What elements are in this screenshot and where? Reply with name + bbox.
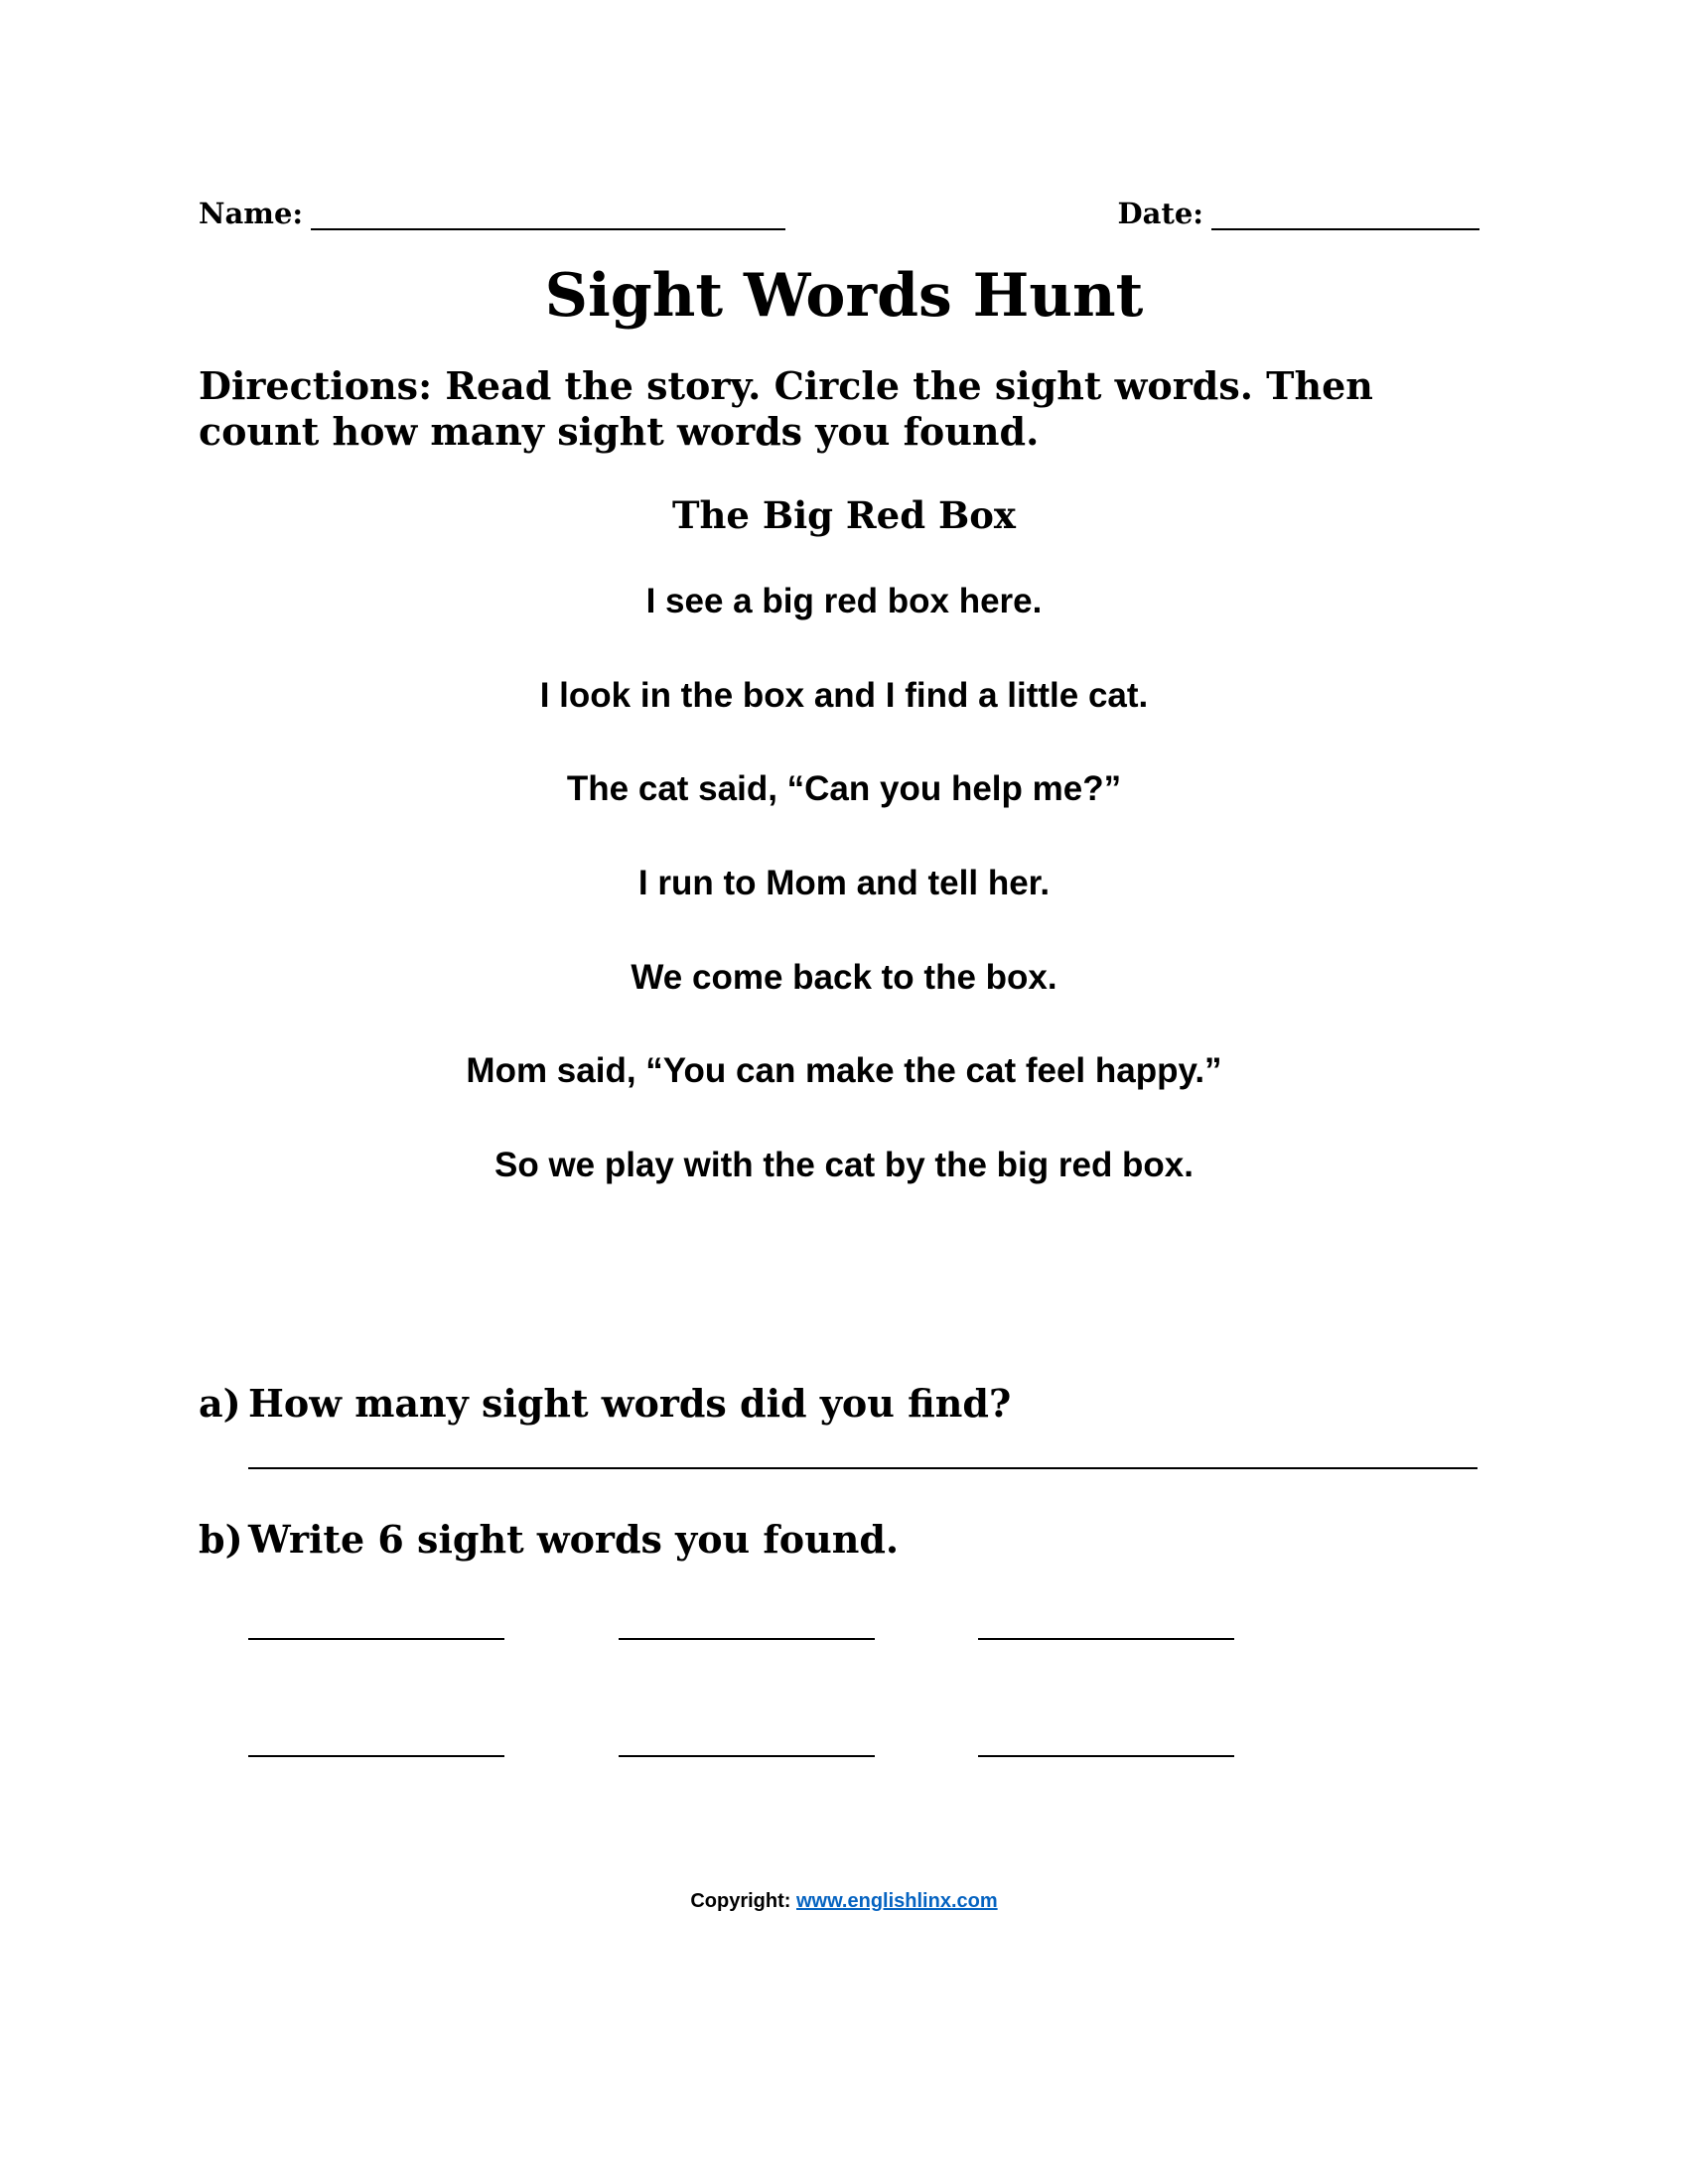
story-title: The Big Red Box (672, 493, 1016, 537)
question-text: How many sight words did you find? (248, 1381, 1012, 1426)
date-field (1118, 197, 1480, 230)
story-line: The cat said, “Can you help me?” (566, 769, 1122, 808)
date-input-line[interactable] (1211, 203, 1479, 230)
name-label: Name: (199, 197, 304, 230)
word-answer-line-2[interactable] (619, 1638, 875, 1640)
copyright (0, 1890, 1688, 1913)
question-b (199, 1517, 899, 1563)
header-row (199, 197, 1479, 236)
question-text: Write 6 sight words you found. (248, 1517, 900, 1562)
name-input-line[interactable] (311, 203, 785, 230)
question-a (199, 1381, 1011, 1427)
story-line: So we play with the cat by the big red box. (494, 1146, 1194, 1184)
name-field (199, 197, 785, 230)
worksheet-title: Sight Words Hunt (544, 261, 1144, 331)
word-answer-line-3[interactable] (978, 1638, 1234, 1640)
story-line: I run to Mom and tell her. (637, 864, 1051, 902)
date-label: Date: (1117, 197, 1203, 230)
word-answer-line-1[interactable] (248, 1638, 504, 1640)
word-answer-line-5[interactable] (619, 1755, 875, 1757)
website-link[interactable]: www.englishlinx.com (796, 1890, 998, 1912)
word-answer-line-6[interactable] (978, 1755, 1234, 1757)
directions: Directions: Read the story. Circle the sight words. Then count how many sight words you found. (199, 363, 1373, 454)
question-letter: b) (199, 1517, 243, 1562)
copyright-label: Copyright: (690, 1890, 791, 1912)
question-letter: a) (199, 1381, 241, 1426)
word-answer-line-4[interactable] (248, 1755, 504, 1757)
answer-line-a[interactable] (248, 1467, 1477, 1469)
story-line: Mom said, “You can make the cat feel happy.” (466, 1051, 1222, 1090)
story-line: We come back to the box. (631, 958, 1057, 997)
story-line: I see a big red box here. (645, 582, 1043, 620)
story-line: I look in the box and I find a little cat. (539, 676, 1149, 715)
